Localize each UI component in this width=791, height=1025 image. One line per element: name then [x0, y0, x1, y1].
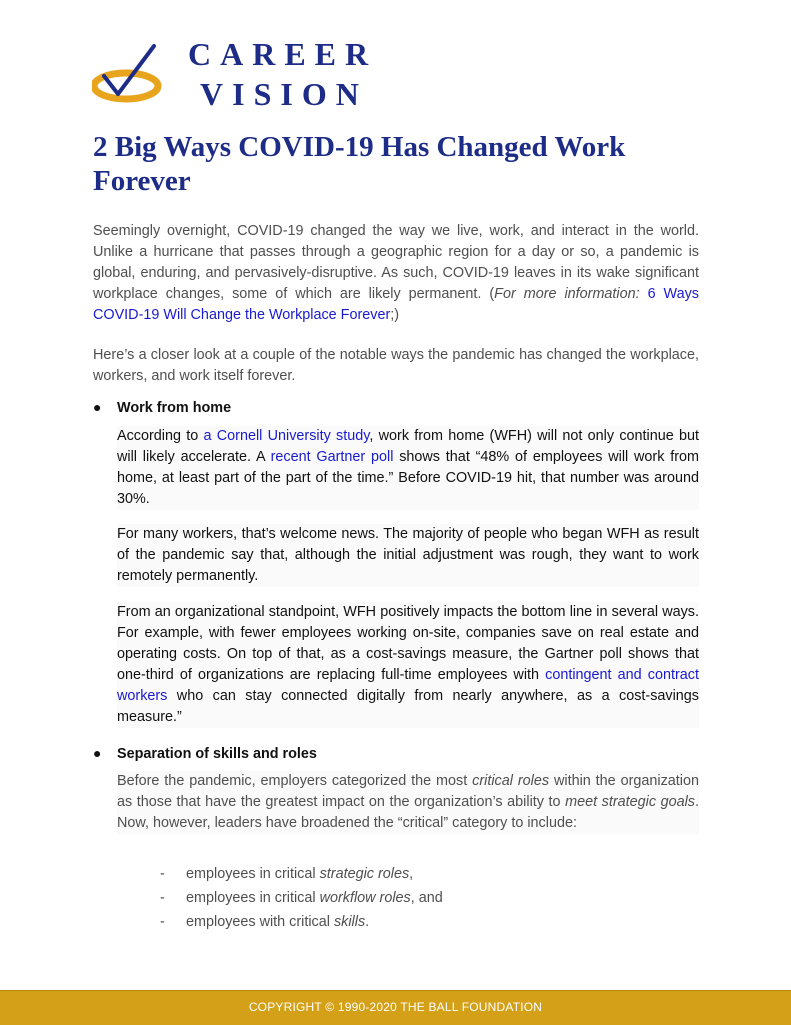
item-post: , and: [410, 890, 443, 906]
dash: -: [160, 890, 165, 906]
intro-paragraph-2: Here’s a closer look at a couple of the notable ways the pandemic has changed the workplace, workers, and work itself forever.: [93, 347, 699, 384]
section1-para3: [117, 602, 699, 728]
s1p3-a: From an organizational standpoint, WFH positively impacts the bottom line in several ways. For example, with fewer employees working on-site, companies save on real estate and operating costs. On top of that, as a cost-savings measure, the Gartner poll shows that one-third of organizations are replacing full-time employees with: [117, 604, 699, 683]
s2-i2: meet strategic goals: [565, 794, 695, 810]
intro-paragraph-1: [93, 221, 699, 326]
section2-para: [117, 771, 699, 834]
s2-b: within the organization as those that have the greatest impact on the organization’s ability to: [117, 773, 700, 810]
item-post: .: [365, 914, 370, 930]
logo-wordmark: [188, 34, 377, 114]
section2-heading-text: Separation of skills and roles: [117, 746, 317, 762]
bullet-icon: ●: [93, 399, 102, 415]
gartner-poll-link[interactable]: recent Gartner poll: [270, 449, 394, 465]
item-post: ,: [409, 866, 414, 882]
section1-heading-text: Work from home: [117, 400, 232, 416]
s2-c: . Now, however, leaders have broadened the “critical” category to include:: [117, 794, 699, 831]
s2-a: Before the pandemic, employers categorized the most: [117, 773, 473, 789]
item-pre: employees in critical: [186, 866, 320, 882]
s1p1-c: shows that “48% of employees will work from home, at least part of the part of the time.” Before COVID-19 hit, that number was around 30%.: [117, 449, 699, 507]
bullet-icon: ●: [93, 745, 102, 761]
logo-line2: VISION: [200, 76, 368, 112]
page-title: 2 Big Ways COVID-19 Has Changed Work Forever: [93, 131, 626, 197]
dash: -: [160, 914, 165, 930]
intro-p1-italic: For more information:: [494, 286, 640, 302]
logo-line1: CAREER: [188, 36, 378, 72]
list-item: [160, 862, 660, 886]
dash: -: [160, 866, 165, 882]
section1-heading: [93, 397, 231, 419]
item-em: workflow roles: [319, 890, 411, 906]
checkmark-logo-icon: [92, 40, 162, 106]
section2-heading: [93, 743, 317, 765]
item-pre: employees with critical: [186, 914, 334, 930]
list-item: [160, 910, 660, 934]
s1p1-a: According to: [117, 428, 204, 444]
copyright-footer: COPYRIGHT © 1990-2020 THE BALL FOUNDATION: [0, 990, 791, 1025]
six-ways-link[interactable]: 6 Ways COVID-19 Will Change the Workplace Forever: [93, 286, 699, 323]
intro-p1-text: Seemingly overnight, COVID-19 changed the way we live, work, and interact in the world. Unlike a hurricane that passes through a geographic region for a day or so, a pandemic is global, enduring, and pervasively-disruptive. As such, COVID-19 leaves in its wake significant workplace changes, some of which are likely permanent. (: [93, 223, 699, 302]
contingent-workers-link[interactable]: contingent and contract workers: [117, 667, 699, 704]
s2-i1: critical roles: [472, 773, 550, 789]
item-em: strategic roles: [319, 866, 410, 882]
critical-categories-list: [160, 862, 660, 934]
cornell-study-link[interactable]: a Cornell University study: [203, 428, 370, 444]
item-em: skills: [333, 914, 366, 930]
list-item: [160, 886, 660, 910]
section1-para1: [117, 426, 699, 510]
career-vision-logo: [92, 34, 392, 114]
intro-p1-end: ;): [390, 307, 400, 323]
section1-para2: For many workers, that’s welcome news. The majority of people who began WFH as result of the pandemic say that, although the initial adjustment was rough, they want to work remotely permanently.: [117, 524, 699, 587]
item-pre: employees in critical: [186, 890, 320, 906]
s1p3-b: who can stay connected digitally from nearly anywhere, as a cost-savings measure.”: [117, 688, 699, 725]
s1p1-b: , work from home (WFH) will not only continue but will likely accelerate. A: [117, 428, 699, 465]
